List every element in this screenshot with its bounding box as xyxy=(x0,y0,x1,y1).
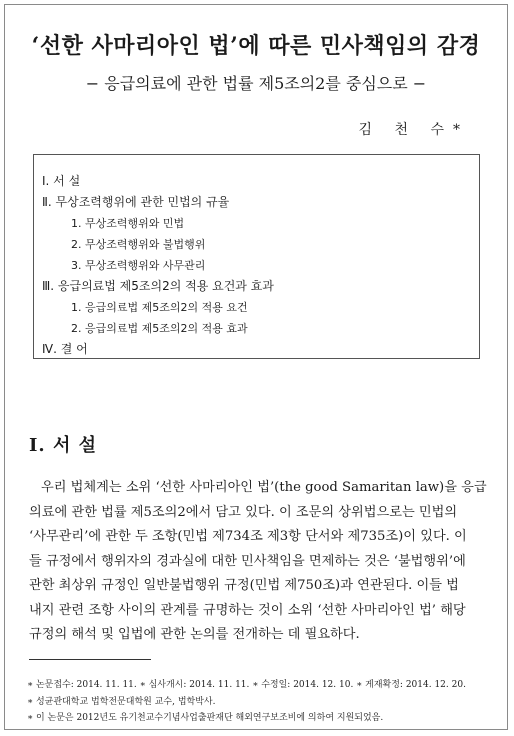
footnote: ∗ 이 논문은 2012년도 유기천교수기념사업출판재단 해외연구보조비에 의하여 지원되었음. xyxy=(27,713,384,723)
footnote: ∗ 논문접수: 2014. 11. 11. ∗ 심사개시: 2014. 11. 11. ∗ 수정일: 2014. 12. 10. ∗ 게재확정: 2014. 12. 20. xyxy=(27,680,466,690)
body-line: 규정의 해석 및 입법에 관한 논의를 전개하는 데 필요하다. xyxy=(29,627,360,642)
toc-item: Ⅳ. 결 어 xyxy=(42,342,88,356)
toc-item: Ⅲ. 응급의료법 제5조의2의 적용 요건과 효과 xyxy=(42,279,274,293)
footnote: ∗ 성균관대학교 법학전문대학원 교수, 법학박사. xyxy=(27,696,216,707)
body-line: 내지 관련 조항 사이의 관계를 규명하는 것이 소위 ‘선한 사마리아인 법’ 해당 xyxy=(29,602,466,618)
paper-subtitle: − 응급의료에 관한 법률 제5조의2를 중심으로 − xyxy=(85,74,427,93)
section-heading: Ⅰ. 서 설 xyxy=(29,435,97,456)
paper-page xyxy=(4,4,508,730)
toc-item: Ⅰ. 서 설 xyxy=(42,174,81,188)
footnotes xyxy=(27,677,466,727)
body-line: 관한 최상위 규정인 일반불법행위 규정(민법 제750조)과 연관된다. 이들 법 xyxy=(29,578,459,593)
body-paragraph xyxy=(29,476,491,648)
paper-title: ‘선한 사마리아인 법’에 따른 민사책임의 감경 xyxy=(31,33,481,59)
author-name: 김 천 수* xyxy=(358,122,469,138)
body-line: 의료에 관한 법률 제5조의2에서 담고 있다. 이 조문의 상위법으로는 민법의 xyxy=(29,504,458,520)
body-line: 우리 법체계는 소위 ‘선한 사마리아인 법’(the good Samaritan law)을 응급 xyxy=(41,480,487,495)
body-line: ‘사무관리’에 관한 두 조항(민법 제734조 제3항 단서와 제735조)이 있다. 이 xyxy=(29,529,467,544)
toc-subitem: 1. 무상조력행위와 민법 xyxy=(71,217,185,230)
body-line: 들 규정에서 행위자의 경과실에 대한 민사책임을 면제하는 것은 ‘불법행위’에 xyxy=(29,553,466,569)
toc-subitem: 2. 무상조력행위와 불법행위 xyxy=(71,238,206,251)
toc-subitem: 3. 무상조력행위와 사무관리 xyxy=(71,259,206,272)
toc-item: Ⅱ. 무상조력행위에 관한 민법의 규율 xyxy=(42,195,230,209)
toc-subitem: 2. 응급의료법 제5조의2의 적용 효과 xyxy=(71,322,248,335)
footnote-divider xyxy=(29,659,151,660)
table-of-contents xyxy=(33,154,480,359)
toc-subitem: 1. 응급의료법 제5조의2의 적용 요건 xyxy=(71,301,248,314)
